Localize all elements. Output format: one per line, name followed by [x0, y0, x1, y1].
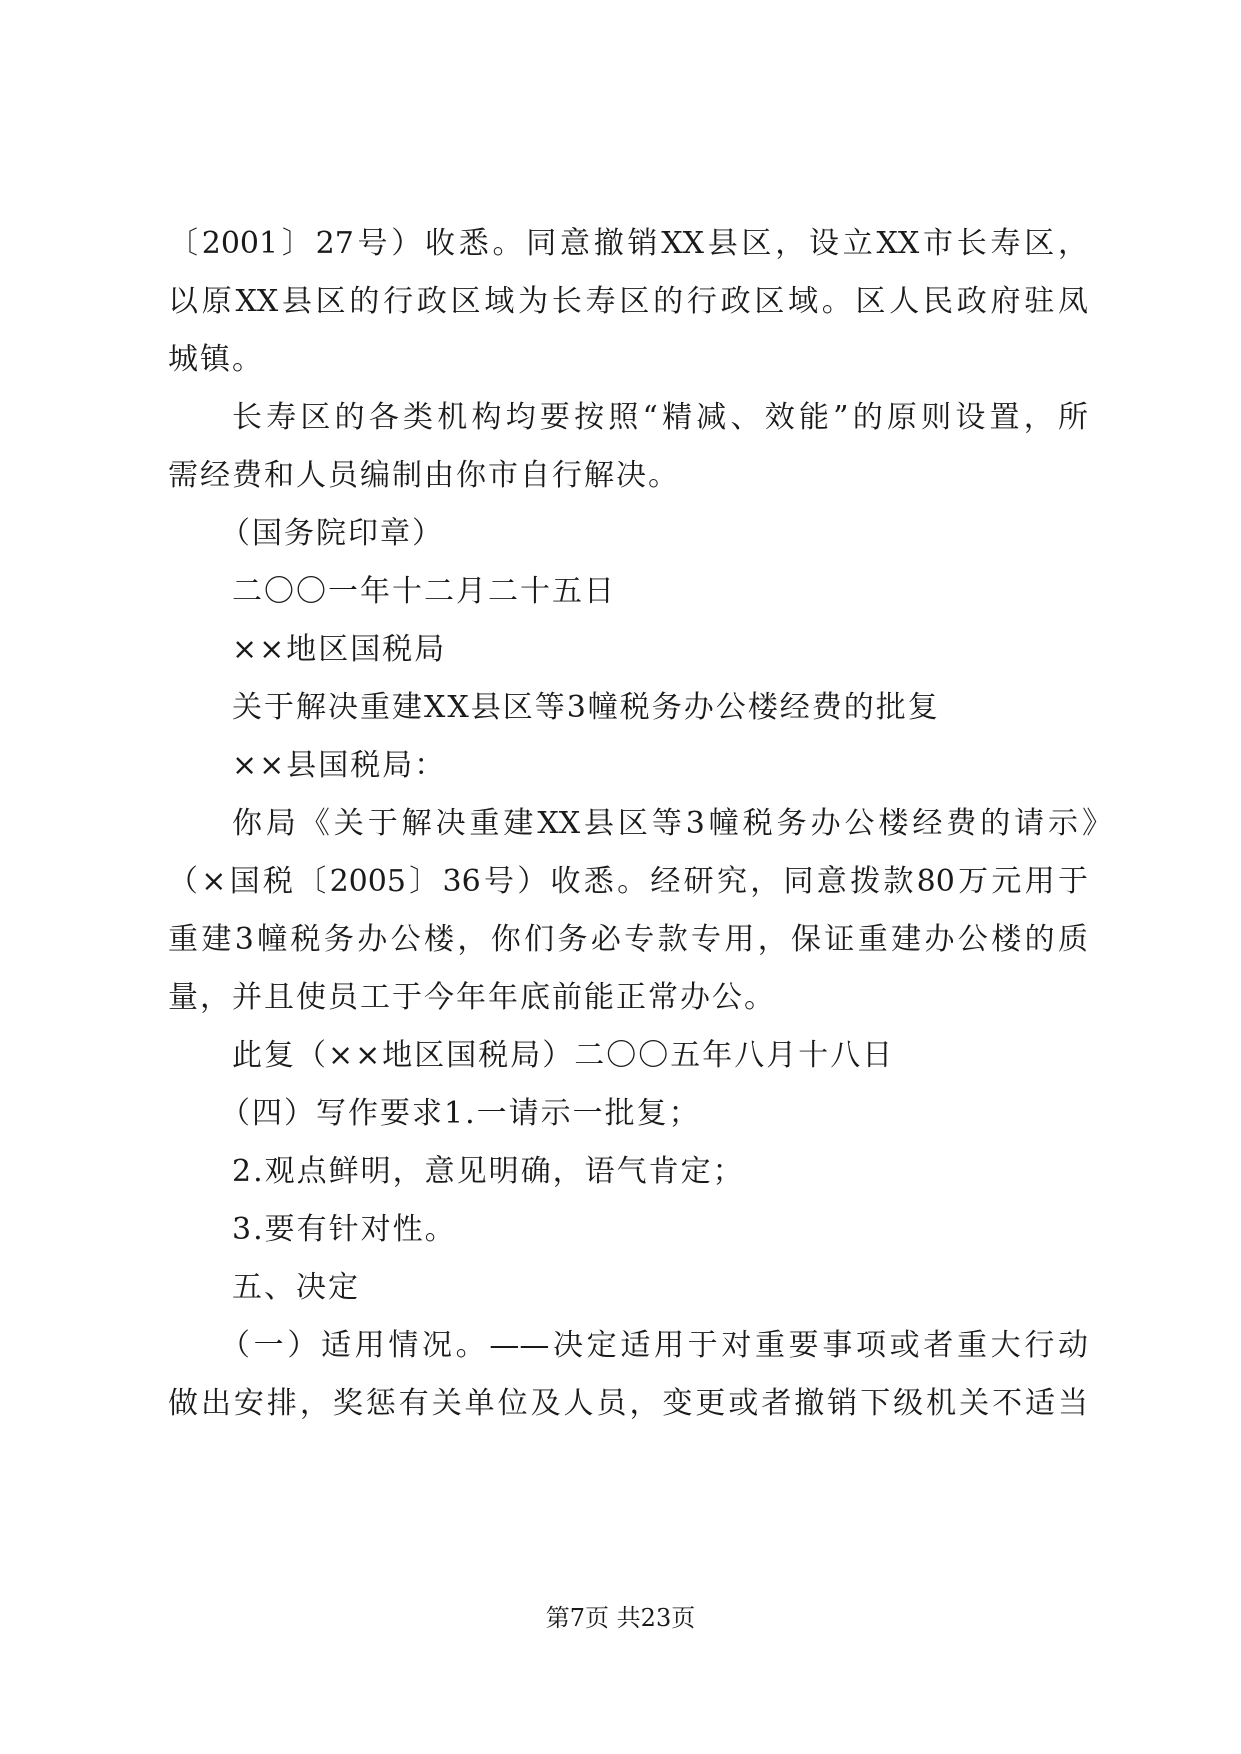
section-heading: 五、决定 — [232, 1270, 360, 1305]
body-line-1: 〔2001〕27号）收悉。同意撤销XX县区，设立XX市长寿区， — [168, 226, 1088, 261]
reply-title: 关于解决重建XX县区等3幢税务办公楼经费的批复 — [232, 690, 940, 725]
body-line-5: 需经费和人员编制由你市自行解决。 — [168, 458, 680, 493]
issuer-line: ××地区国税局 — [232, 632, 447, 667]
requirement-2: 2.观点鲜明，意见明确，语气肯定； — [232, 1154, 745, 1189]
body-line-11: 你局《关于解决重建XX县区等3幢税务办公楼经费的请示》 — [232, 806, 1112, 841]
closing-line: 此复（××地区国税局）二〇〇五年八月十八日 — [232, 1038, 895, 1073]
date-line-1: 二〇〇一年十二月二十五日 — [232, 574, 616, 609]
recipient-line: ××县国税局： — [232, 748, 447, 783]
page-footer: 第7页 共23页 — [545, 1604, 696, 1632]
body-line-21: 做出安排，奖惩有关单位及人员，变更或者撤销下级机关不适当 — [168, 1386, 1088, 1421]
body-line-12: （×国税〔2005〕36号）收悉。经研究，同意拨款80万元用于 — [168, 864, 1088, 899]
requirement-3: 3.要有针对性。 — [232, 1212, 457, 1247]
body-line-14: 量，并且使员工于今年年底前能正常办公。 — [168, 980, 776, 1015]
body-line-4: 长寿区的各类机构均要按照“精减、效能”的原则设置，所 — [232, 400, 1088, 435]
body-line-13: 重建3幢税务办公楼，你们务必专款专用，保证重建办公楼的质 — [168, 922, 1088, 957]
body-line-20: （一）适用情况。——决定适用于对重要事项或者重大行动 — [220, 1328, 1088, 1363]
body-line-3: 城镇。 — [168, 342, 264, 377]
requirements-line: （四）写作要求1.一请示一批复； — [220, 1096, 701, 1131]
body-line-2: 以原XX县区的行政区域为长寿区的行政区域。区人民政府驻凤 — [168, 284, 1088, 319]
seal-note: （国务院印章） — [220, 516, 444, 551]
